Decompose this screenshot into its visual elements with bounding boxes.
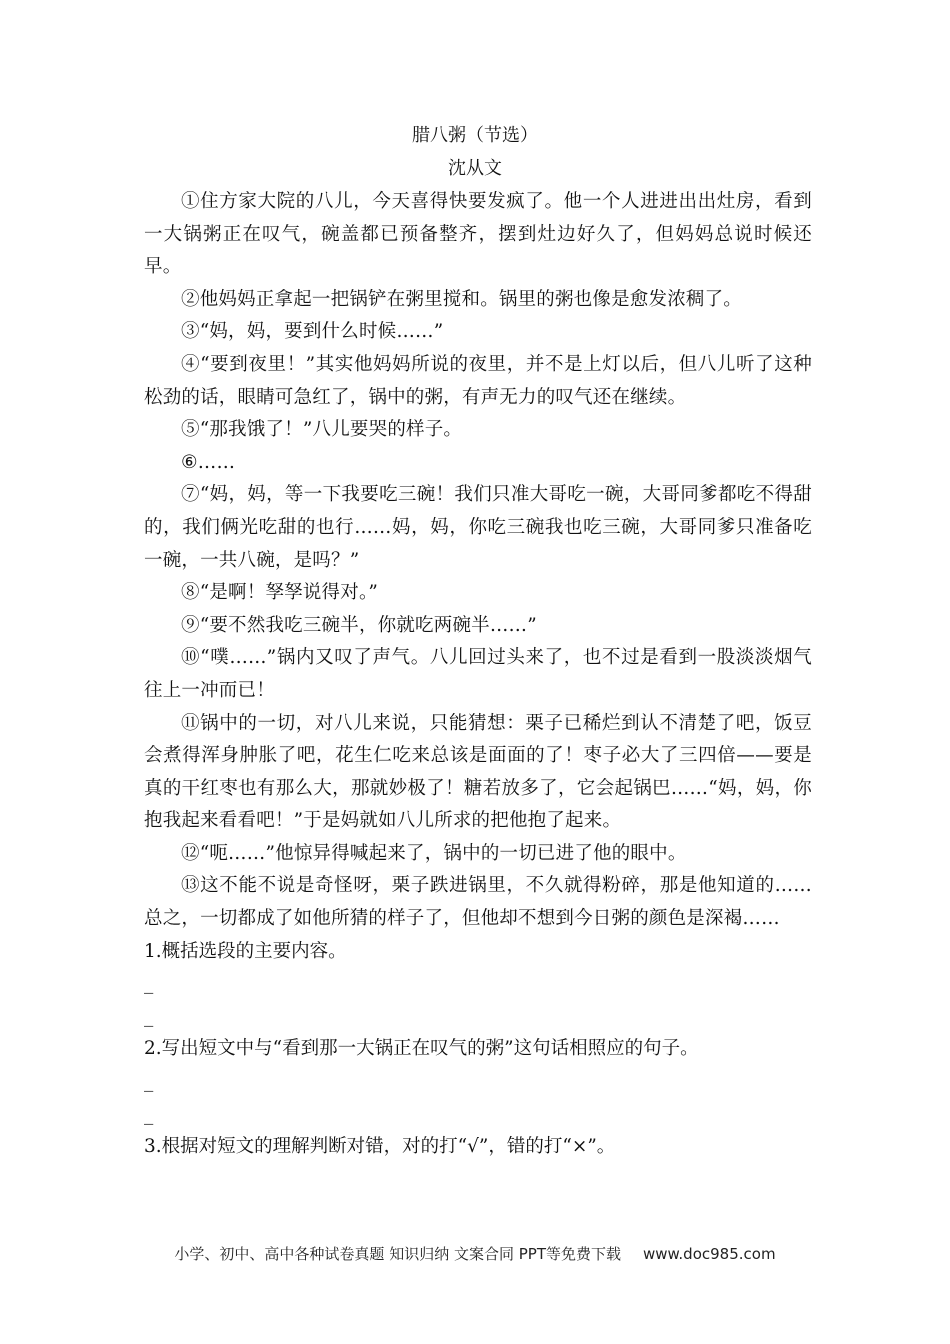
article-author: 沈从文 xyxy=(448,158,502,179)
article-body xyxy=(144,186,812,1164)
answer-blank[interactable]: _ xyxy=(144,1005,154,1027)
paragraph-10: ⑩“噗……”锅内又叹了声气。八儿回过头来了，也不过是看到一股淡淡烟气往上一冲而已！ xyxy=(144,647,812,701)
footer-text: 小学、初中、高中各种试卷真题 知识归纳 文案合同 PPT等免费下载 xyxy=(174,1245,621,1263)
paragraph-9: ⑨“要不然我吃三碗半，你就吃两碗半……” xyxy=(181,614,537,636)
paragraph-5: ⑤“那我饿了！”八儿要哭的样子。 xyxy=(181,419,463,441)
answer-blank[interactable]: _ xyxy=(144,1103,154,1125)
paragraph-1: ①住方家大院的八儿，今天喜得快要发疯了。他一个人进进出出灶房，看到一大锅粥正在叹气，碗盖都已预备整齐，摆到灶边好久了，但妈妈总说时候还早。 xyxy=(144,191,812,278)
footer-site-link[interactable]: www.doc985.com xyxy=(642,1245,776,1263)
answer-blank[interactable]: _ xyxy=(144,973,154,995)
paragraph-11: ⑪锅中的一切，对八儿来说，只能猜想：栗子已稀烂到认不清楚了吧，饭豆会煮得浑身肿胀了吧，花生仁吃来总该是面面的了！枣子必大了三四倍——要是真的干红枣也有那么大，那就妙极了！糖若放多了，它会起锅巴……“妈，妈，你抱我起来看看吧！”于是妈就如八儿所求的把他抱了起来。 xyxy=(144,712,812,832)
paragraph-2: ②他妈妈正拿起一把锅铲在粥里搅和。锅里的粥也像是愈发浓稠了。 xyxy=(181,288,743,310)
paragraph-7: ⑦“妈，妈，等一下我要吃三碗！我们只准大哥吃一碗，大哥同爹都吃不得甜的，我们俩光吃甜的也行……妈，妈，你吃三碗我也吃三碗，大哥同爹只准备吃一碗，一共八碗，是吗？” xyxy=(144,484,812,571)
question-2: 2.写出短文中与“看到那一大锅正在叹气的粥”这句话相照应的句子。 xyxy=(144,1038,699,1060)
answer-blank[interactable]: _ xyxy=(144,1071,154,1093)
paragraph-3: ③“妈，妈，要到什么时候……” xyxy=(181,321,444,343)
paragraph-6: ⑥…… xyxy=(181,451,236,473)
paragraph-8: ⑧“是啊！孥孥说得对。” xyxy=(181,582,379,604)
question-3: 3.根据对短文的理解判断对错，对的打“√”，错的打“×”。 xyxy=(144,1136,616,1158)
article-title: 腊八粥（节选） xyxy=(412,125,538,146)
page-footer xyxy=(0,1243,950,1264)
paragraph-13: ⑬这不能不说是奇怪呀，栗子跌进锅里，不久就得粉碎，那是他知道的……总之，一切都成了如他所猜的样子了，但他却不想到今日粥的颜色是深褐…… xyxy=(144,875,812,930)
question-1: 1.概括选段的主要内容。 xyxy=(144,940,347,962)
paragraph-4: ④“要到夜里！”其实他妈妈所说的夜里，并不是上灯以后，但八儿听了这种松劲的话，眼睛可急红了，锅中的粥，有声无力的叹气还在继续。 xyxy=(144,353,812,408)
paragraph-12: ⑫“呃……”他惊异得喊起来了，锅中的一切已进了他的眼中。 xyxy=(181,842,687,864)
